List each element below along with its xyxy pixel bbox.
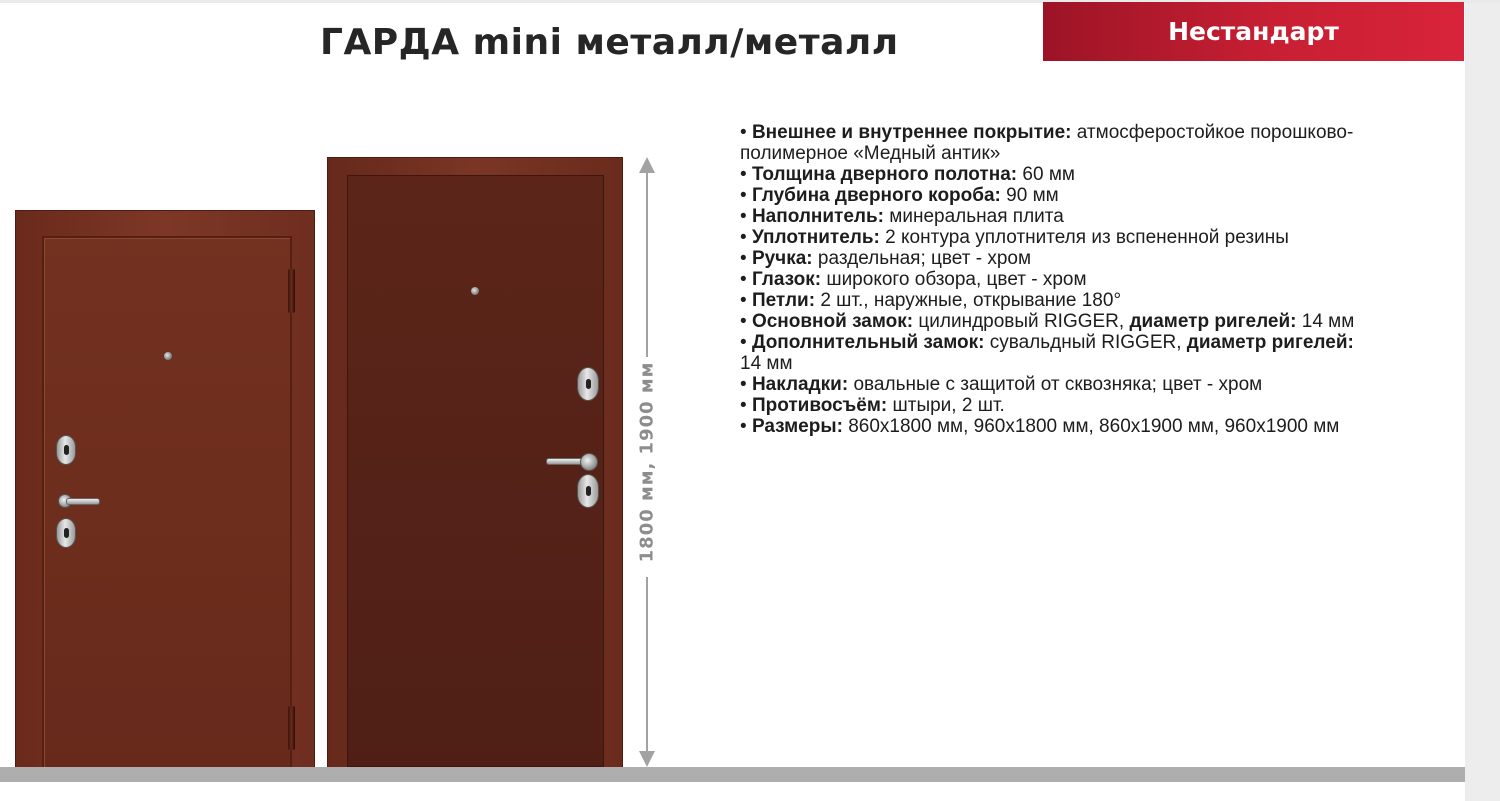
door-exterior-leaf bbox=[42, 236, 292, 778]
spec-item-sizes: • Размеры: 860х1800 мм, 960х1800 мм, 860х1900 мм, 960х1900 мм bbox=[740, 416, 1340, 437]
lever-lock-plate-icon bbox=[56, 518, 76, 548]
hinge-top-icon bbox=[288, 269, 295, 313]
door-exterior-image bbox=[15, 210, 315, 782]
spec-item-filler: • Наполнитель: минеральная плита bbox=[740, 206, 1064, 227]
hinge-bottom-icon bbox=[288, 706, 295, 750]
handle-rose-inner-icon bbox=[580, 453, 598, 471]
spec-item-frame-depth: • Глубина дверного короба: 90 мм bbox=[740, 185, 1059, 206]
thumbturn-plate-icon bbox=[577, 367, 599, 401]
product-title: ГАРДА mini металл/металл bbox=[320, 22, 899, 63]
spec-item-leaf-thickness: • Толщина дверного полотна: 60 мм bbox=[740, 164, 1075, 185]
spec-item-coating: • Внешнее и внутреннее покрытие: атмосферостойкое порошково-полимерное «Медный антик» bbox=[740, 122, 1354, 164]
door-interior-leaf bbox=[347, 175, 604, 767]
floor-bar bbox=[0, 767, 1465, 782]
nonstandard-badge: Нестандарт bbox=[1043, 2, 1464, 61]
handle-lever-icon bbox=[66, 498, 100, 505]
spec-item-peephole: • Глазок: широкого обзора, цвет - хром bbox=[740, 269, 1087, 290]
spec-item-extra-lock: • Дополнительный замок: сувальдный RIGGER, диаметр ригелей: 14 мм bbox=[740, 332, 1354, 374]
spec-item-handle: • Ручка: раздельная; цвет - хром bbox=[740, 248, 1032, 269]
peephole-icon bbox=[164, 352, 172, 360]
lever-lock-inner-plate-icon bbox=[577, 474, 599, 508]
spec-item-overlays: • Накладки: овальные с защитой от сквозняка; цвет - хром bbox=[740, 374, 1263, 395]
specifications-list bbox=[740, 122, 1380, 437]
height-dimension bbox=[636, 157, 658, 767]
right-margin bbox=[1465, 0, 1500, 801]
peephole-inner-icon bbox=[471, 287, 479, 295]
cylinder-lock-plate-icon bbox=[56, 435, 76, 465]
spec-item-seal: • Уплотнитель: 2 контура уплотнителя из вспененной резины bbox=[740, 227, 1289, 248]
spec-item-anti-removal: • Противосъём: штыри, 2 шт. bbox=[740, 395, 1005, 416]
spec-item-hinges: • Петли: 2 шт., наружные, открывание 180° bbox=[740, 290, 1122, 311]
spec-item-main-lock: • Основной замок: цилиндровый RIGGER, диаметр ригелей: 14 мм bbox=[740, 311, 1355, 332]
arrow-down-icon bbox=[639, 751, 655, 767]
dimension-line-top bbox=[646, 171, 648, 357]
dimension-label: 1800 мм, 1900 мм bbox=[636, 361, 658, 563]
dimension-line-bottom bbox=[646, 577, 648, 755]
door-interior-image bbox=[327, 157, 623, 769]
